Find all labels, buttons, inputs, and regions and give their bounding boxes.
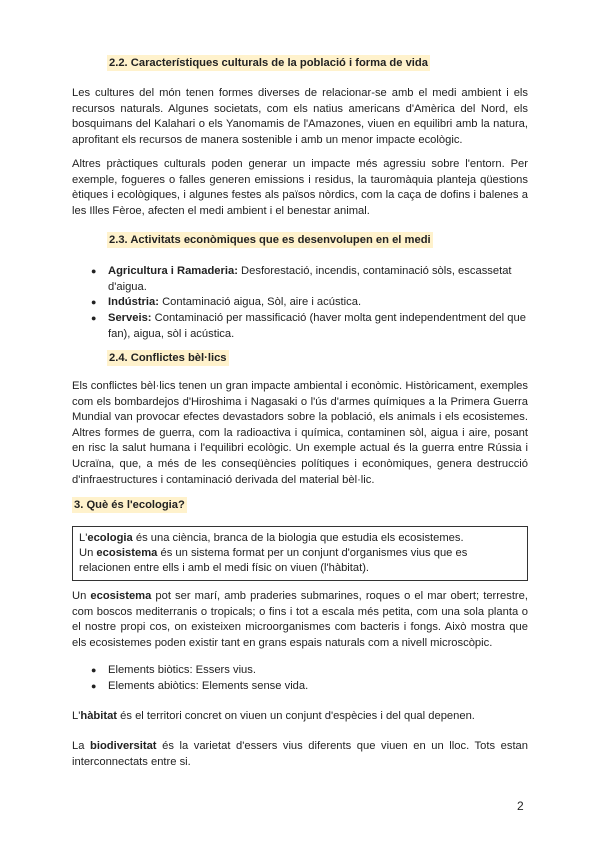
text-fragment: Un	[72, 590, 91, 602]
section-2-4-heading-wrap	[107, 351, 528, 367]
term-ecosistema: ecosistema	[90, 590, 152, 602]
definition-box	[72, 526, 528, 581]
list-item-text: Elements biòtics: Essers vius.	[108, 664, 256, 676]
text-fragment: és la varietat d'essers vius diferents que viuen en un lloc. Tots estan interconnectats entre si.	[72, 740, 528, 768]
list-item-text: Desforestació, incendis, contaminació sòls, escassetat d'aigua.	[108, 265, 512, 293]
term-biodiversitat: biodiversitat	[90, 740, 157, 752]
list-item	[72, 264, 528, 295]
section-2-3-heading: 2.3. Activitats econòmiques que es desenvolupen en el medi	[109, 234, 431, 246]
text-fragment: és una ciència, branca de la biologia que estudia els ecosistemes.	[132, 532, 464, 544]
biodiversitat-paragraph	[72, 739, 528, 770]
text-fragment: L'	[79, 532, 88, 544]
section-2-3-heading-wrap	[107, 233, 528, 249]
section-2-4-paragraph: Els conflictes bèl·lics tenen un gran impacte ambiental i econòmic. Històricament, exemples com els bombardejos d'Hiroshima i Nagasaki o l'ús d'armes químiques a la Primera Guerra Mundial van provocar efectes devastadors sobre la població, els animals i els ecosistemes. Altres formes de guerra, com la radioactiva i química, contaminen sòl, aigua i aire, posant en risc la salut humana i l'equilibri ecològic. Un exemple actual és la guerra entre Rússia i Ucraïna, que, a més de les conseqüències polítiques i econòmiques, genera destrucció d'infraestructures i contaminació derivada del material bèl·lic.	[72, 380, 528, 486]
list-item	[72, 679, 528, 695]
section-2-4-heading: 2.4. Conflictes bèl·lics	[109, 352, 227, 364]
bullet-icon: ●	[91, 266, 97, 276]
list-item	[72, 295, 528, 311]
text-fragment: La	[72, 740, 91, 752]
text-fragment: Un	[79, 547, 97, 559]
section-3-heading: 3. Què és l'ecologia?	[74, 499, 185, 511]
section-2-2-paragraph-1: Les cultures del món tenen formes diverses de relacionar-se amb el medi ambient i els recursos naturals. Algunes societats, com els natius americans d'Amèrica del Nord, els bosquimans del Kalahari o els Yanomamis de l'Amazones, viuen en equilibri amb la natura, aprofitant els recursos de manera sostenible i amb un menor impacte ecològic.	[72, 87, 528, 146]
list-item-term: Agricultura i Ramaderia:	[108, 265, 238, 277]
bullet-icon: ●	[91, 313, 97, 323]
list-item-text: Contaminació aigua, Sòl, aire i acústica.	[158, 296, 362, 308]
section-2-2-heading-wrap	[107, 56, 528, 72]
text-fragment: L'	[72, 710, 81, 722]
bullet-icon: ●	[91, 681, 97, 691]
text-fragment: pot ser marí, amb praderies submarines, roques o el mar obert; terrestre, com boscos mediterranis o tropicals; o fins i tot a escala més petita, com una sola planta o el nostre propi cos, on existeixen microorganismes com bacteris i fongs. Això mostra que els ecosistemes poden existir tant en grans espais naturals com a nivell microscòpic.	[72, 590, 528, 649]
term-habitat: hàbitat	[80, 710, 118, 722]
bullet-icon: ●	[91, 297, 97, 307]
section-2-2-paragraph-2: Altres pràctiques culturals poden generar un impacte més agressiu sobre l'entorn. Per exemple, fogueres o falles generen emissions i residus, la tauromàquia planteja qüestions ètiques i ecològiques, i algunes festes als països nòrdics, com la caça de dofins i balenes a les Illes Fèroe, afecten el medi ambient i el benestar animal.	[72, 158, 528, 217]
list-item-term: Serveis:	[108, 312, 152, 324]
bullet-icon: ●	[91, 665, 97, 675]
text-fragment: és el territori concret on viuen un conjunt d'espècies i del qual depenen.	[117, 710, 475, 722]
list-item-term: Indústria:	[108, 296, 159, 308]
list-item	[72, 311, 528, 342]
habitat-paragraph	[72, 709, 528, 725]
list-item-text: Elements abiòtics: Elements sense vida.	[108, 680, 309, 692]
definition-ecosistema	[79, 546, 521, 576]
term-ecologia: ecologia	[87, 532, 133, 544]
term-ecosistema: ecosistema	[96, 547, 158, 559]
section-3-heading-wrap	[72, 498, 528, 514]
page-number: 2	[517, 799, 524, 813]
definition-ecologia	[79, 531, 521, 546]
section-2-2-heading: 2.2. Característiques culturals de la població i forma de vida	[109, 57, 428, 69]
ecosistema-paragraph	[72, 589, 528, 651]
list-item	[72, 663, 528, 679]
text-fragment: és un sistema format per un conjunt d'organismes vius que es relacionen entre ells i amb el medi físic on viuen (l'hàbitat).	[79, 547, 468, 574]
list-item-text: Contaminació per massificació (haver molta gent independentment del que fan), aigua, sòl i acústica.	[108, 312, 526, 340]
